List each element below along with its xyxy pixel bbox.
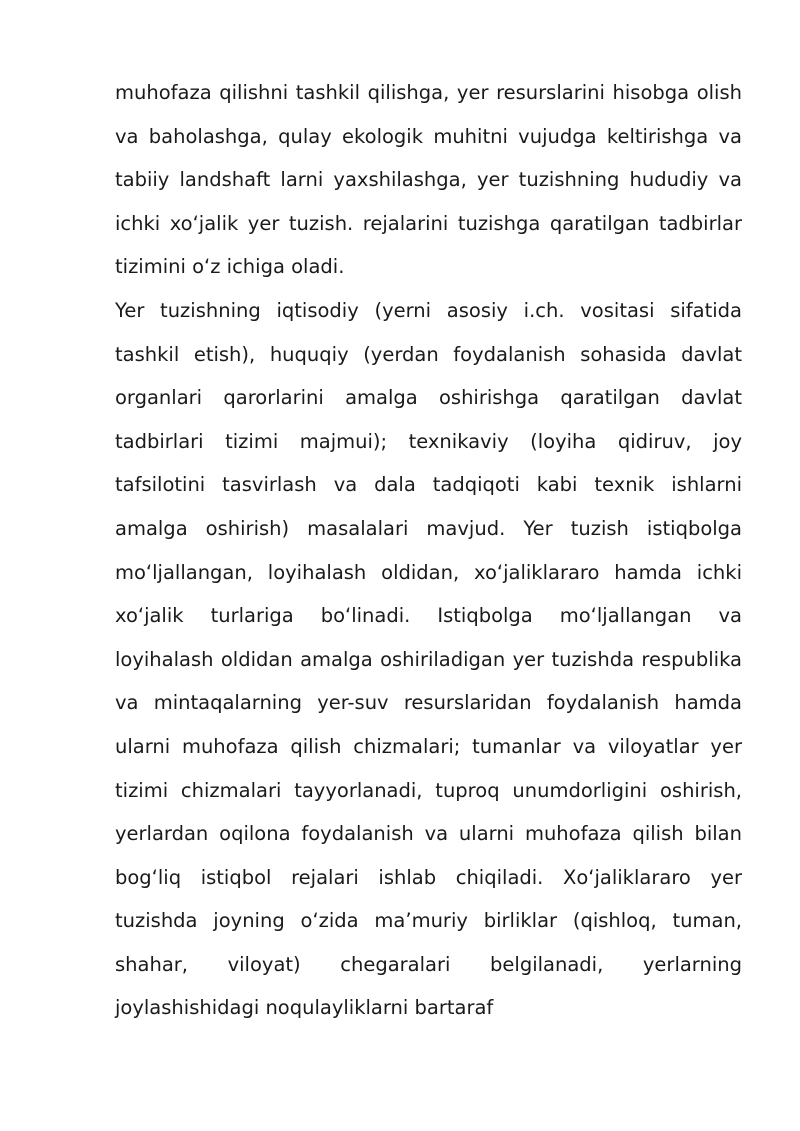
paragraph-1: muhofaza qilishni tashkil qilishga, yer resurslarini hisobga olish va baholashga, qulay ekologik muhitni vujudga keltirishga va tabiiy landshaft larni yaxshilashga, yer tuzishning hududiy va ichki xo‘jalik yer tuzish. rejalarini tuzishga qaratilgan tadbirlar tizimini o‘z ichiga oladi. (115, 81, 742, 279)
paragraph-2: Yer tuzishning iqtisodiy (yerni asosiy i.ch. vositasi sifatida tashkil etish), huquqiy (yerdan foydalanish sohasida davlat organlari qarorlarini amalga oshirishga qaratilgan davlat tadbirlari tizimi majmui); texnikaviy (loyiha qidiruv, joy tafsilotini tasvirlash va dala tadqiqoti kabi texnik ishlarni amalga oshirish) masalalari mavjud. Yer tuzish istiqbolga mo‘ljallangan, loyihalash oldidan, xo‘jaliklararo hamda ichki xo‘jalik turlariga bo‘linadi. Istiqbolga mo‘ljallangan va loyihalash oldidan amalga oshiriladigan yer tuzishda respublika va mintaqalarning yer-suv resurslaridan foydalanish hamda ularni muhofaza qilish chizmalari; tumanlar va viloyatlar yer tizimi chizmalari tayyorlanadi, tuproq unumdorligini oshirish, yerlardan oqilona foydalanish va ularni muhofaza qilish bilan bog‘liq istiqbol rejalari ishlab chiqiladi. Xo‘jaliklararo yer tuzishda joyning o‘zida ma’muriy birliklar (qishloq, tuman, shahar, viloyat) chegaralari belgilanadi, yerlarning joylashishidagi noqulayliklarni bartaraf (115, 298, 742, 1020)
document-page (115, 71, 742, 1030)
